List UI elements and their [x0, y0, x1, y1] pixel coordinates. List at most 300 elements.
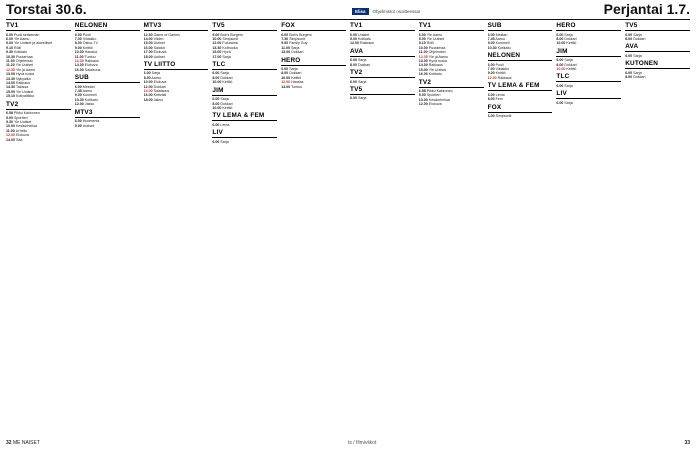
channel-heading: TV2: [350, 69, 363, 77]
program-title: Yle Aamu: [13, 36, 30, 41]
program-entry: [144, 98, 209, 102]
program-title: Dokkari: [564, 36, 577, 41]
channel-heading: TV5: [212, 22, 225, 29]
program-title: Jakso: [153, 97, 163, 102]
program-title: Dokkari: [633, 75, 646, 80]
program-time: 10.00: [143, 80, 153, 85]
channel-rule: [144, 69, 209, 70]
channel-rule: [350, 77, 415, 78]
program-title: Kummeli: [82, 93, 97, 98]
footer-center: ts / filmiviikot: [348, 440, 377, 446]
program-time: 8.00: [281, 71, 289, 76]
program-entry: [212, 140, 277, 144]
channel-rule: [212, 120, 277, 121]
program-title: Sarja: [564, 32, 573, 37]
program-time: 9.00: [212, 32, 220, 37]
channel-rule: [625, 30, 690, 31]
program-time: 7.45: [74, 89, 82, 94]
program-time: 12.30: [74, 58, 84, 63]
program-entry: [488, 114, 553, 118]
channel-rule: [6, 109, 71, 110]
channel-heading: TV LIITTO: [143, 60, 176, 68]
program-time: 15.00: [143, 41, 153, 46]
program-time: 13.00: [281, 50, 291, 55]
program-entry: [350, 63, 415, 67]
program-time: 11.00: [281, 45, 290, 50]
channel-heading: HERO: [281, 56, 301, 64]
program-time: 6.00: [281, 32, 289, 37]
channel-heading: FOX: [281, 22, 295, 29]
program-title: Sarja: [564, 58, 573, 63]
program-time: 16.00: [418, 72, 428, 77]
program-title: Sarja: [358, 58, 367, 63]
program-title: Yle Uutiset: [15, 89, 34, 94]
program-time: 10.00: [212, 105, 222, 110]
program-time: 6.00: [556, 58, 564, 63]
program-title: Salatut: [153, 45, 165, 50]
program-time: 6.00: [487, 62, 495, 67]
channel-heading: TLC: [556, 73, 570, 81]
program-entry: [281, 50, 346, 54]
program-title: Lema: [495, 92, 505, 97]
program-entry: [556, 84, 621, 88]
program-time: 6.00: [487, 32, 495, 37]
channel-heading: TV2: [418, 78, 432, 86]
program-time: 9.00: [487, 41, 495, 46]
program-title: Yle ja Aamu: [428, 54, 448, 59]
program-title: Talossa: [15, 85, 29, 90]
program-title: Kotikatu: [497, 45, 511, 50]
program-time: 16.00: [74, 67, 84, 72]
program-time: 14.00: [143, 89, 153, 94]
program-title: Tuntuu: [291, 84, 303, 89]
program-time: 12.00: [74, 102, 84, 107]
program-time: 7.00: [74, 36, 82, 41]
program-time: 14.00: [6, 80, 15, 85]
channel-heading: TV LEMA & FEM: [212, 112, 265, 120]
channel-rule: [350, 94, 415, 95]
program-title: Yle Uutiset: [15, 63, 34, 68]
program-time: 13.30: [6, 76, 15, 81]
channel-rule: [625, 51, 690, 52]
program-title: Viidakko: [82, 36, 97, 41]
listing-column: [625, 22, 690, 436]
program-entry: [6, 94, 71, 98]
program-title: Family Guy: [289, 41, 308, 46]
program-entry: [6, 138, 71, 142]
program-time: 6.00: [556, 100, 564, 105]
program-time: 8.00: [625, 75, 633, 80]
channel-rule: [556, 98, 621, 99]
program-time: 18.00: [143, 97, 153, 102]
channel-heading: SUB: [74, 74, 89, 82]
program-title: Keittiö: [566, 67, 577, 72]
program-time: 12.35: [6, 67, 15, 72]
program-title: Kotikatu: [14, 50, 27, 55]
program-time: 6.00: [418, 32, 426, 37]
program-title: Dokkari: [633, 36, 646, 41]
program-title: Kesäurheilua: [16, 124, 37, 129]
program-time: 6.00: [74, 84, 82, 89]
program-entry: [75, 68, 140, 72]
channel-heading: AVA: [625, 43, 639, 51]
program-title: Bob's Burgers: [220, 32, 243, 37]
program-time: 12.35: [418, 54, 428, 59]
channel-rule: [6, 30, 71, 31]
channel-rule: [281, 65, 346, 66]
program-title: Huomenta: [82, 119, 100, 124]
program-title: Sarja: [633, 32, 642, 37]
program-title: Kotikatu: [358, 36, 371, 41]
program-time: 9.10: [6, 45, 13, 50]
channel-rule: [144, 30, 209, 31]
program-title: Kesäurheilua: [428, 97, 450, 102]
program-title: Hyvä ruoka: [428, 58, 447, 63]
program-title: Uutiset: [153, 41, 165, 46]
page-footer: [6, 438, 690, 448]
program-title: Hauska: [291, 80, 304, 85]
program-time: 9.30: [6, 50, 13, 55]
top-banner: [352, 6, 582, 16]
program-title: Puoli: [495, 62, 504, 67]
channel-heading: TV5: [625, 22, 638, 29]
program-title: Uutiset: [82, 123, 94, 128]
program-title: Uutiset: [153, 54, 165, 59]
program-title: Sportteri: [14, 115, 28, 120]
program-title: Futurama: [222, 41, 238, 46]
program-time: 6.00: [74, 32, 82, 37]
program-title: Rölli: [426, 41, 434, 46]
program-title: Pikku Kakkonen: [426, 89, 453, 94]
program-title: Kotikatu: [84, 97, 98, 102]
program-time: 9.00: [281, 41, 289, 46]
program-title: Keittiö: [566, 41, 577, 46]
program-time: 14.00: [74, 63, 84, 68]
program-title: Sarja: [220, 139, 229, 144]
program-time: 6.00: [487, 114, 495, 119]
program-title: Kummeli: [495, 41, 510, 46]
listing-column: [75, 22, 140, 436]
program-time: 8.00: [143, 75, 151, 80]
program-title: Aamu: [82, 89, 92, 94]
program-time: 15.00: [6, 89, 15, 94]
program-time: 6.00: [350, 32, 357, 37]
program-time: 8.00: [212, 75, 220, 80]
banner-logo: Elisa: [352, 8, 369, 15]
program-title: Sarja: [220, 71, 229, 76]
program-title: Uutiset: [358, 32, 370, 37]
program-entry: [419, 72, 484, 76]
channel-heading: JIM: [212, 86, 224, 94]
program-entry: [212, 80, 277, 84]
channel-heading: TV1: [418, 22, 432, 29]
program-time: 10.00: [74, 50, 84, 55]
channel-rule: [350, 56, 415, 57]
tv-listings-grid: [6, 22, 690, 436]
program-title: Elokuva: [153, 80, 167, 85]
program-title: Sarja: [289, 67, 298, 72]
program-time: 6.00: [625, 70, 633, 75]
program-title: Dokkari: [220, 75, 233, 80]
program-entry: [488, 46, 553, 50]
channel-rule: [625, 68, 690, 69]
program-time: 11.00: [418, 50, 428, 55]
program-title: Sarja: [564, 100, 573, 105]
channel-rule: [419, 87, 484, 88]
program-time: 11.20: [6, 63, 15, 68]
program-title: Elokuva: [84, 63, 98, 68]
program-time: 10.00: [418, 97, 428, 102]
program-time: 6.00: [625, 32, 633, 37]
channel-heading: AVA: [350, 47, 364, 55]
program-title: Mestari: [495, 32, 508, 37]
program-time: 8.00: [556, 62, 564, 67]
footer-left: [6, 440, 40, 446]
program-time: 14.00: [143, 36, 153, 41]
program-time: 8.00: [556, 36, 564, 41]
program-time: 16.00: [143, 45, 153, 50]
publication-name: ME NAISET: [12, 440, 40, 446]
program-entry: [625, 37, 690, 41]
channel-heading: MTV3: [74, 108, 93, 116]
program-entry: [488, 97, 553, 101]
program-title: Sarja: [633, 70, 642, 75]
program-title: Keittiö: [222, 105, 233, 110]
channel-heading: TV1: [350, 22, 363, 29]
program-title: Sarja: [220, 97, 229, 102]
program-time: 11.00: [74, 54, 84, 59]
program-time: 10.00: [212, 36, 222, 41]
page-header: [0, 0, 696, 18]
program-title: Kotiväki: [153, 93, 167, 98]
program-time: 15.10: [6, 94, 15, 99]
program-time: 11.00: [6, 58, 15, 63]
program-title: Jakso: [84, 102, 95, 107]
program-time: 9.30: [6, 119, 13, 124]
program-time: 8.00: [212, 101, 220, 106]
program-time: 9.00: [418, 93, 426, 98]
channel-heading: FOX: [487, 103, 502, 111]
program-time: 6.00: [212, 139, 220, 144]
program-time: 12.00: [143, 84, 153, 89]
program-title: Elokuva: [153, 50, 167, 55]
channel-rule: [75, 117, 140, 118]
program-entry: [556, 101, 621, 105]
program-title: Yle Uutiset: [13, 119, 32, 124]
program-title: Urheilu: [15, 128, 28, 133]
program-time: 11.00: [6, 128, 15, 133]
program-entry: [144, 55, 209, 59]
program-title: Dokkari: [291, 50, 304, 55]
program-time: 10.30: [6, 54, 15, 59]
program-time: 17.00: [212, 54, 222, 59]
program-title: Dokkari: [220, 101, 233, 106]
program-title: Rakkaus: [497, 75, 512, 80]
channel-rule: [556, 81, 621, 82]
program-time: 14.30: [6, 85, 15, 90]
program-title: Puutarhaa: [16, 54, 33, 59]
program-time: 18.00: [143, 54, 153, 59]
program-time: 8.00: [74, 41, 82, 46]
program-title: Sää: [16, 137, 23, 142]
program-title: Yle Aamu: [426, 32, 443, 37]
channel-rule: [212, 95, 277, 96]
program-entry: [212, 55, 277, 59]
channel-rule: [488, 30, 553, 31]
program-time: 12.30: [487, 75, 497, 80]
program-title: Sarja: [290, 45, 300, 50]
channel-rule: [212, 30, 277, 31]
channel-heading: LIV: [556, 90, 567, 98]
program-time: 8.00: [350, 62, 357, 67]
program-title: Salaisuus: [153, 89, 170, 94]
program-time: 10.00: [212, 80, 222, 85]
program-time: 12.30: [143, 32, 153, 37]
program-time: 9.00: [6, 115, 13, 120]
program-entry: [75, 124, 140, 128]
program-time: 7.30: [281, 36, 289, 41]
program-title: Hauska: [84, 50, 97, 55]
program-time: 9.00: [418, 36, 426, 41]
listing-column: [6, 22, 71, 436]
program-time: 14.00: [6, 137, 15, 142]
page-number-left: 32: [6, 440, 12, 446]
channel-heading: HERO: [556, 22, 576, 29]
program-title: Keittiö: [222, 80, 233, 85]
program-time: 8.00: [625, 36, 633, 41]
channel-heading: MTV3: [143, 22, 162, 29]
program-title: Yle Uutiset ja alueelliset: [13, 41, 53, 46]
program-time: 6.58: [6, 111, 13, 116]
program-time: 6.00: [487, 92, 495, 97]
program-title: Puoli seitsemän: [14, 32, 40, 37]
program-title: Hyvä ruoka: [16, 72, 35, 77]
program-title: Keittiö: [291, 75, 302, 80]
program-title: Ohjelmisto: [428, 50, 446, 55]
program-title: Puoli: [82, 32, 91, 37]
channel-rule: [419, 30, 484, 31]
program-time: 6.00: [556, 32, 564, 37]
program-time: 10.30: [487, 45, 497, 50]
program-title: Elokuva: [16, 133, 29, 138]
channel-rule: [281, 30, 346, 31]
program-time: 15.00: [212, 50, 222, 55]
program-time: 6.00: [212, 71, 220, 76]
program-time: 6.00: [625, 53, 633, 58]
program-entry: [556, 41, 621, 45]
program-time: 10.00: [556, 41, 566, 46]
program-entry: [75, 102, 140, 106]
program-time: 6.00: [350, 58, 357, 63]
program-time: 14.00: [418, 63, 428, 68]
program-title: Simpsonit: [222, 36, 239, 41]
program-time: 6.00: [143, 71, 151, 76]
program-time: 9.00: [74, 123, 82, 128]
channel-rule: [212, 69, 277, 70]
channel-rule: [75, 30, 140, 31]
channel-rule: [488, 90, 553, 91]
channel-rule: [212, 137, 277, 138]
program-time: 7.45: [487, 36, 495, 41]
program-time: 13.00: [418, 58, 428, 63]
channel-rule: [556, 56, 621, 57]
page-number-right: 33: [684, 440, 690, 446]
program-time: 6.00: [350, 79, 357, 84]
program-entry: [625, 75, 690, 79]
program-time: 12.00: [6, 133, 15, 138]
program-title: Tuntuu: [84, 54, 96, 59]
listing-column: [556, 22, 621, 436]
program-title: Rakkaus: [16, 80, 30, 85]
program-entry: [281, 85, 346, 89]
program-title: Sportteri: [426, 93, 441, 98]
program-time: 9.00: [350, 36, 357, 41]
program-title: Dokkari: [153, 84, 166, 89]
program-time: 6.00: [6, 36, 13, 41]
program-time: 9.00: [74, 45, 82, 50]
channel-heading: TV1: [6, 22, 19, 29]
channel-heading: TV LEMA & FEM: [487, 82, 540, 90]
program-time: 10.30: [74, 97, 84, 102]
program-time: 6.00: [281, 67, 289, 72]
channel-rule: [488, 60, 553, 61]
program-title: Rakkaus: [360, 41, 374, 46]
program-time: 15.00: [418, 67, 428, 72]
program-title: Sarja: [358, 96, 367, 101]
program-time: 13.00: [6, 72, 15, 77]
program-title: Simpsonit: [495, 114, 512, 119]
program-entry: [212, 123, 277, 127]
program-title: Yle Uutiset: [426, 36, 445, 41]
program-time: 9.10: [418, 41, 426, 46]
program-title: Ohjelmisto: [15, 58, 33, 63]
channel-heading: SUB: [487, 22, 502, 29]
date-right: Perjantai 1.7.: [603, 1, 690, 17]
program-time: 9.00: [487, 71, 495, 76]
channel-heading: TLC: [212, 60, 226, 68]
channel-heading: NELONEN: [74, 22, 108, 29]
channel-rule: [556, 30, 621, 31]
program-title: Sarja: [633, 53, 642, 58]
listing-column: [144, 22, 209, 436]
program-time: 12.00: [350, 41, 359, 46]
program-title: Viidakko: [495, 67, 510, 72]
channel-heading: LIV: [212, 129, 223, 137]
program-entry: [350, 41, 415, 45]
program-title: Salaisuus: [84, 67, 101, 72]
program-time: 12.00: [418, 102, 428, 107]
channel-rule: [488, 112, 553, 113]
program-title: Fem: [495, 97, 503, 102]
program-time: 9.00: [74, 93, 82, 98]
program-title: Sarja: [358, 79, 367, 84]
program-time: 6.58: [418, 89, 426, 94]
listing-column: [488, 22, 553, 436]
program-time: 6.00: [350, 96, 357, 101]
program-title: Dokkari: [289, 71, 302, 76]
program-time: 12.00: [281, 80, 291, 85]
program-title: Aamu: [151, 75, 161, 80]
program-entry: [350, 96, 415, 100]
listing-column: [281, 22, 346, 436]
program-entry: [212, 106, 277, 110]
channel-heading: JIM: [556, 47, 568, 55]
program-time: 17.00: [143, 50, 153, 55]
program-title: Hyvä: [222, 50, 231, 55]
program-title: Puutarhaa: [428, 45, 446, 50]
program-title: Viiden: [153, 36, 164, 41]
channel-heading: KUTONEN: [625, 60, 659, 68]
